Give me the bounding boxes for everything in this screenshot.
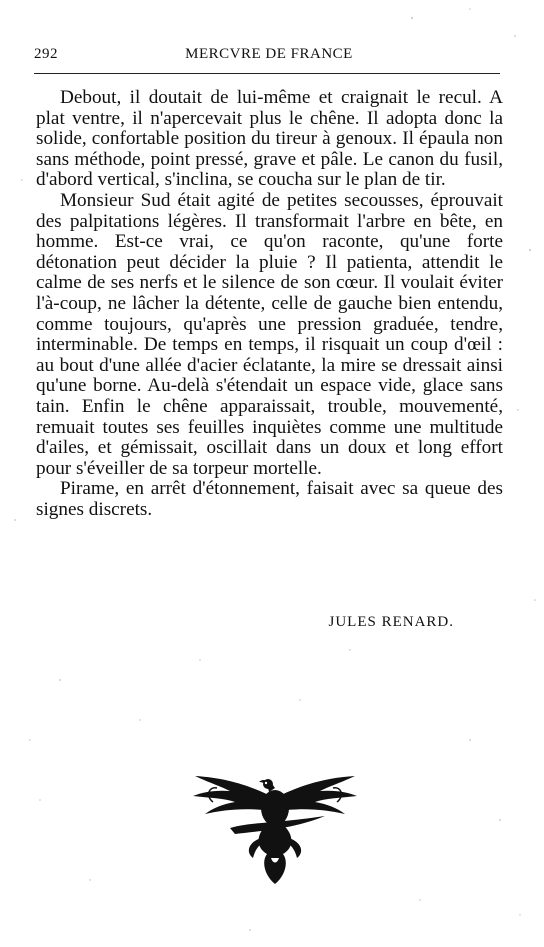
- page-number: 292: [34, 46, 58, 62]
- paragraph-2: Monsieur Sud était agité de petites secousses, éprouvait des palpitations légères. Il transformait l'arbre en bête, en homme. Est-ce vrai, ce qu'on raconte, qu'une forte détonation peut décider la pluie ? Il patienta, attendit le calme de ses nerfs et le silence de son cœur. Il voulait éviter l'à-coup, ne lâcher la détente, celle de gauche bien entendu, comme toujours, qu'après une pression graduée, tendre, interminable. De temps en temps, il risquait un coup d'œil : au bout d'une allée d'acier éclatante, la mire se dressait ainsi qu'une borne. Au-delà s'étendait un espace vide, glace sans tain. Enfin le chêne apparaissait, trouble, mouvementé, remuait toutes ses feuilles inquiètes comme une multitude d'ailes, et gémissait, oscillait dans un doux et long effort pour s'éveiller de sa torpeur mortelle.: [36, 189, 503, 479]
- body-text: [36, 88, 503, 520]
- paragraph-3: Pirame, en arrêt d'étonnement, faisait avec sa queue des signes discrets.: [36, 478, 503, 520]
- author-signature: JULES RENARD.: [328, 614, 454, 630]
- running-head: MERCVRE DE FRANCE: [185, 46, 353, 62]
- page-header: [34, 44, 504, 66]
- eagle-ornament-icon: [175, 758, 375, 888]
- header-rule: [34, 73, 500, 74]
- paragraph-1: Debout, il doutait de lui-même et craignait le recul. A plat ventre, il n'apercevait plus le chêne. Il adopta donc la solide, confortable position du tireur à genoux. Il épaula non sans méthode, point pressé, grave et pâle. Le canon du fusil, d'abord vertical, s'inclina, se coucha sur le plan de tir.: [36, 87, 503, 191]
